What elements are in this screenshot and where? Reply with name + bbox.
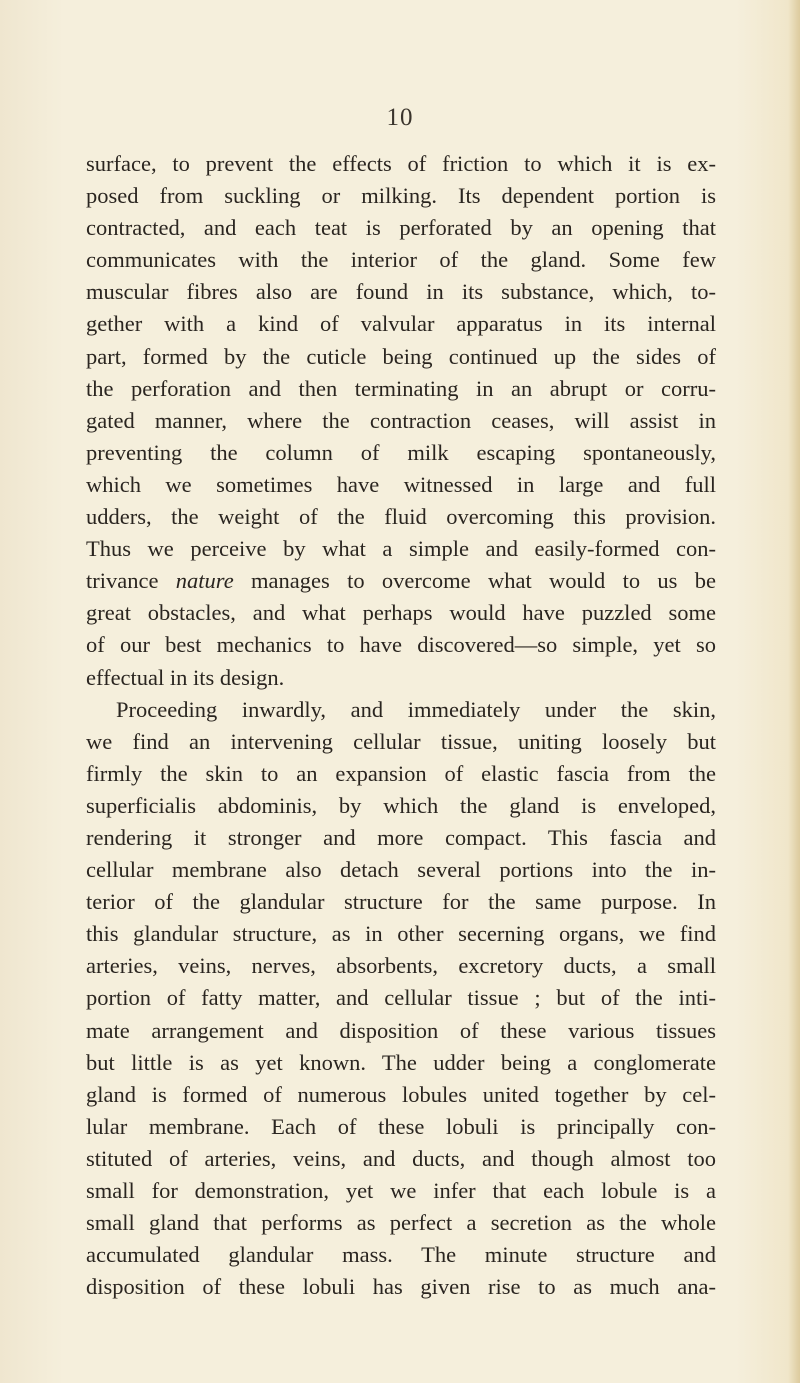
text-line: great obstacles, and what perhaps would have puzzled some bbox=[86, 600, 716, 626]
text-line: gether with a kind of valvular apparatus in its internal bbox=[86, 311, 716, 337]
text-line: cellular membrane also detach several portions into the in- bbox=[86, 857, 716, 883]
text-line: muscular fibres also are found in its substance, which, to- bbox=[86, 279, 716, 305]
text-line-with-italic bbox=[86, 565, 716, 597]
text-line: stituted of arteries, veins, and ducts, and though almost too bbox=[86, 1145, 716, 1171]
text-line: preventing the column of milk escaping spontaneously, bbox=[86, 439, 716, 465]
text-line: of our best mechanics to have discovered—so simple, yet so bbox=[86, 632, 716, 658]
text-line: arteries, veins, nerves, absorbents, excretory ducts, a small bbox=[86, 953, 716, 979]
page-edge-shadow bbox=[788, 0, 800, 1383]
text-line: superficialis abdominis, by which the gland is enveloped, bbox=[86, 792, 716, 818]
text-segment: manages to overcome what would to us be bbox=[233, 568, 716, 594]
text-line: lular membrane. Each of these lobuli is principally con- bbox=[86, 1113, 716, 1139]
text-line: contracted, and each teat is perforated by an opening that bbox=[86, 215, 716, 241]
text-line: surface, to prevent the effects of friction to which it is ex- bbox=[86, 151, 716, 176]
text-line: rendering it stronger and more compact. This fascia and bbox=[86, 824, 716, 850]
italic-word: nature bbox=[175, 568, 234, 594]
text-line: portion of fatty matter, and cellular tissue ; but of the inti- bbox=[86, 985, 716, 1011]
text-line: we find an intervening cellular tissue, uniting loosely but bbox=[86, 728, 716, 754]
text-line: Thus we perceive by what a simple and easily-formed con- bbox=[86, 536, 716, 562]
text-line: accumulated glandular mass. The minute structure and bbox=[86, 1242, 716, 1268]
text-line: Proceeding inwardly, and immediately under the skin, bbox=[116, 696, 716, 722]
text-line: gated manner, where the contraction ceases, will assist in bbox=[86, 407, 716, 433]
text-line: which we sometimes have witnessed in large and full bbox=[86, 471, 716, 497]
text-line: gland is formed of numerous lobules united together by cel- bbox=[86, 1081, 716, 1107]
text-line: small gland that performs as perfect a secretion as the whole bbox=[86, 1210, 716, 1236]
text-segment: trivance bbox=[86, 568, 176, 594]
text-line: this glandular structure, as in other secerning organs, we find bbox=[86, 921, 716, 947]
text-line: effectual in its design. bbox=[86, 664, 285, 690]
text-line: communicates with the interior of the gland. Some few bbox=[86, 247, 716, 273]
text-line: firmly the skin to an expansion of elastic fascia from the bbox=[86, 760, 716, 786]
text-line: the perforation and then terminating in an abrupt or corru- bbox=[86, 375, 716, 401]
body-text bbox=[86, 148, 716, 1303]
text-line: disposition of these lobuli has given rise to as much ana- bbox=[86, 1274, 716, 1300]
text-line: part, formed by the cuticle being continued up the sides of bbox=[86, 343, 716, 369]
text-line: terior of the glandular structure for the same purpose. In bbox=[86, 889, 716, 915]
text-line: small for demonstration, yet we infer that each lobule is a bbox=[86, 1178, 716, 1203]
page-number: 10 bbox=[386, 104, 414, 131]
text-line: posed from suckling or milking. Its dependent portion is bbox=[86, 183, 716, 209]
text-line: mate arrangement and disposition of these various tissues bbox=[86, 1017, 716, 1043]
text-line: udders, the weight of the fluid overcoming this provision. bbox=[86, 504, 716, 530]
text-line: but little is as yet known. The udder being a conglomerate bbox=[86, 1049, 716, 1075]
